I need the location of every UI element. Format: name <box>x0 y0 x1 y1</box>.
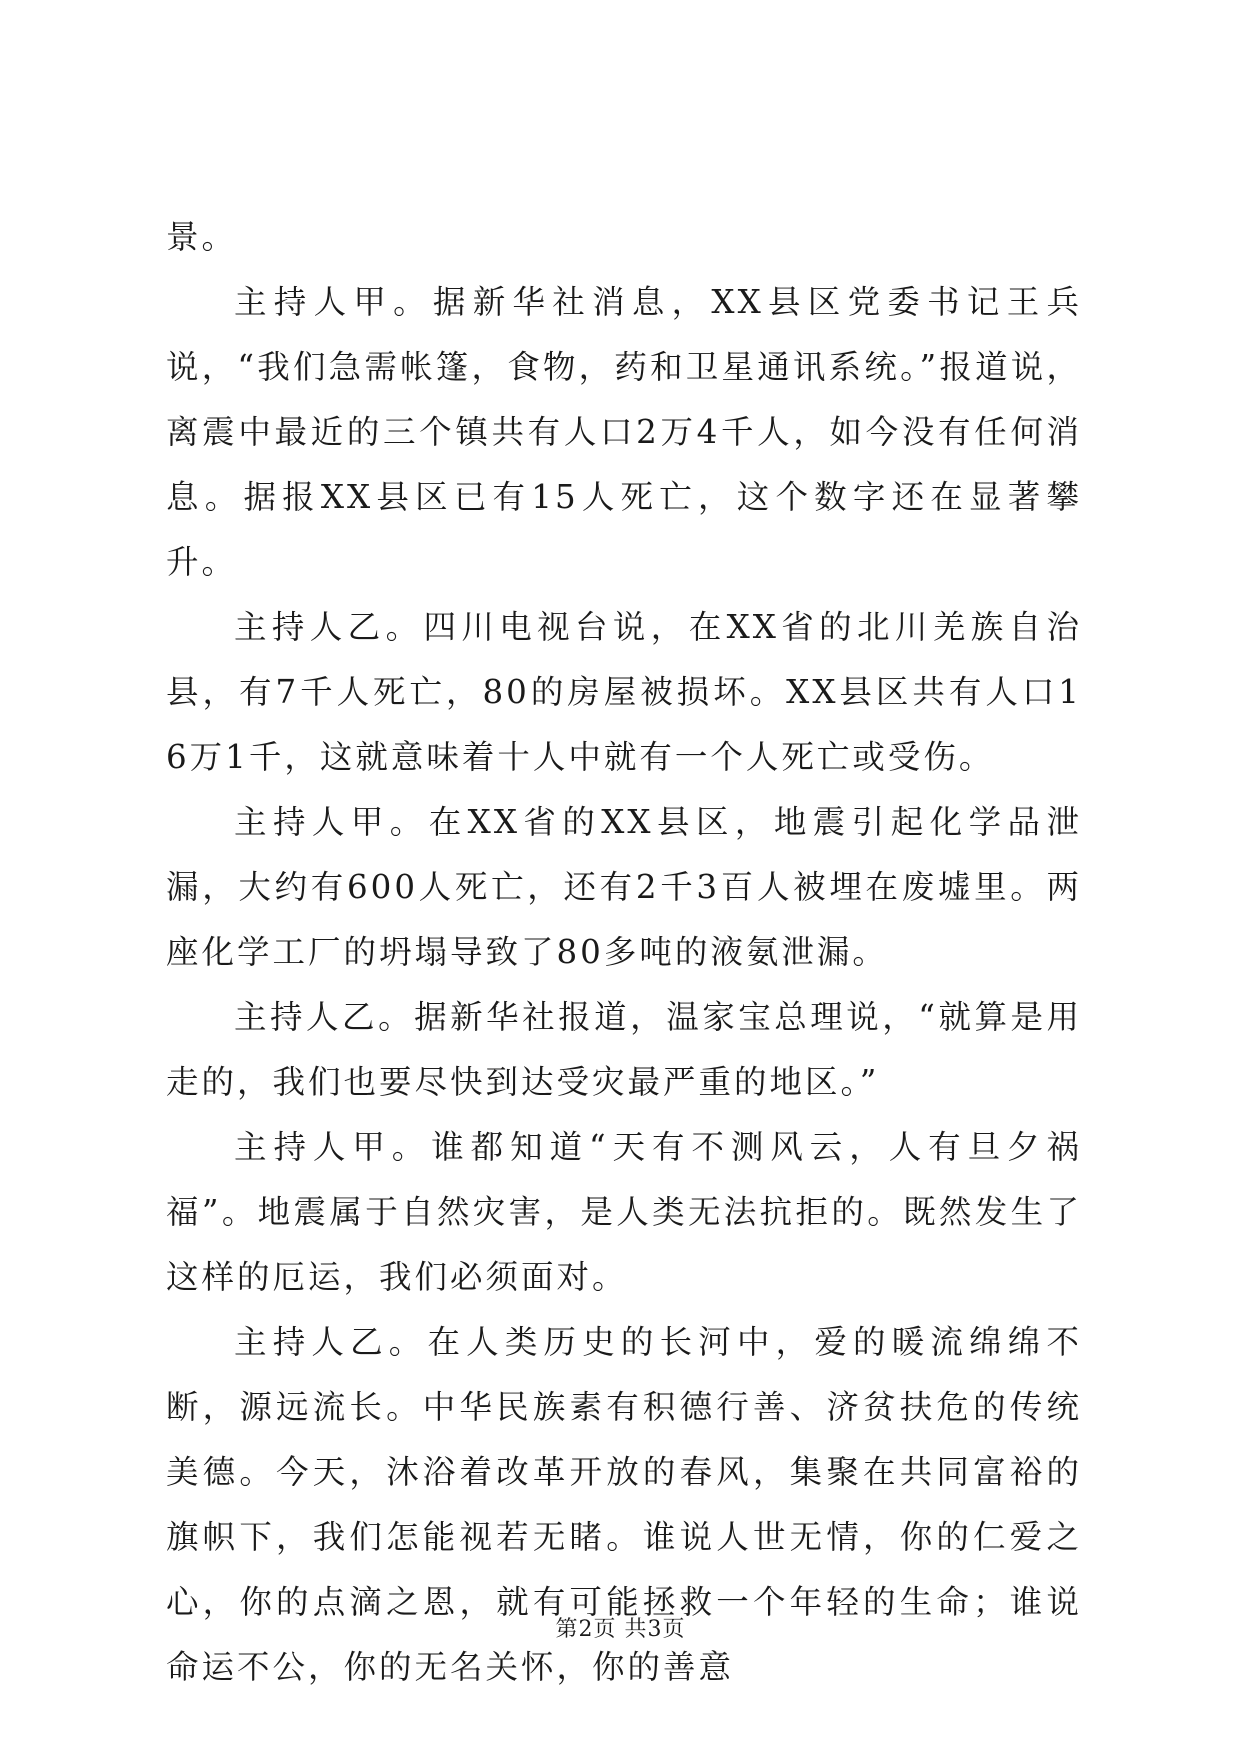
paragraph-host-a-3: 主持人甲。谁都知道“天有不测风云，人有旦夕祸福”。地震属于自然灾害，是人类无法抗拒的。既然发生了这样的厄运，我们必须面对。 <box>166 1128 1082 1296</box>
document-body <box>166 205 1082 1700</box>
paragraph-host-b-2: 主持人乙。据新华社报道，温家宝总理说，“就算是用走的，我们也要尽快到达受灾最严重的地区。” <box>166 998 1082 1101</box>
paragraph-host-b-3: 主持人乙。在人类历史的长河中，爱的暖流绵绵不断，源远流长。中华民族素有积德行善、济贫扶危的传统美德。今天，沐浴着改革开放的春风，集聚在共同富裕的旗帜下，我们怎能视若无睹。谁说人世无情，你的仁爱之心，你的点滴之恩，就有可能拯救一个年轻的生命；谁说命运不公，你的无名关怀，你的善意 <box>166 1323 1082 1686</box>
page-footer: 第2页 共3页 <box>555 1617 686 1642</box>
paragraph-host-a-1: 主持人甲。据新华社消息，XX县区党委书记王兵说，“我们急需帐篷，食物，药和卫星通讯系统。”报道说，离震中最近的三个镇共有人口2万4千人，如今没有任何消息。据报XX县区已有15人死亡，这个数字还在显著攀升。 <box>166 283 1082 581</box>
paragraph-host-a-2: 主持人甲。在XX省的XX县区，地震引起化学品泄漏，大约有600人死亡，还有2千3百人被埋在废墟里。两座化学工厂的坍塌导致了80多吨的液氨泄漏。 <box>166 803 1082 971</box>
paragraph-continuation: 景。 <box>166 218 238 256</box>
paragraph-host-b-1: 主持人乙。四川电视台说，在XX省的北川羌族自治县，有7千人死亡，80的房屋被损坏。XX县区共有人口16万1千，这就意味着十人中就有一个人死亡或受伤。 <box>166 608 1082 776</box>
